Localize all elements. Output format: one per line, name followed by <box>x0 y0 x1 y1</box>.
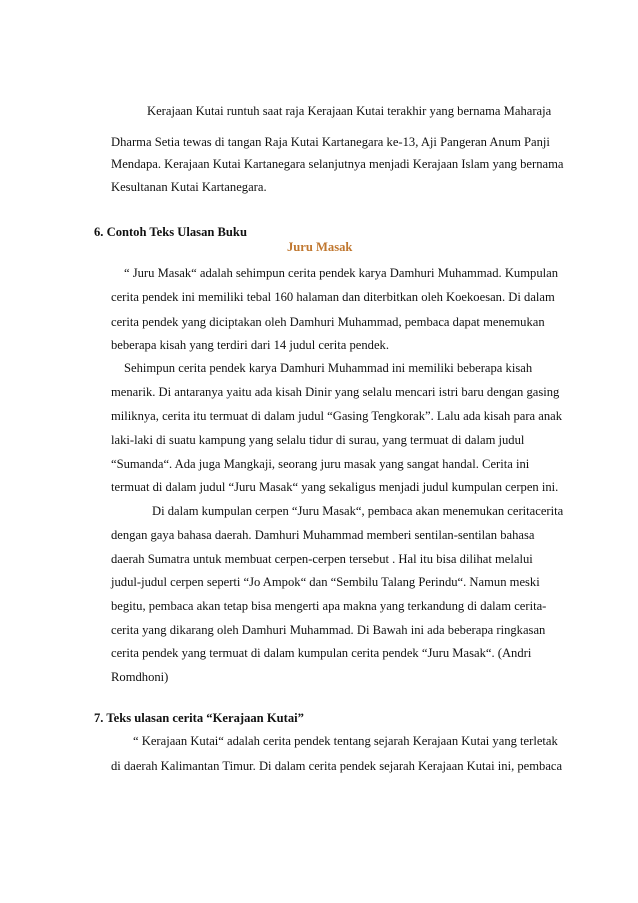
paragraph-line: “ Kerajaan Kutai“ adalah cerita pendek tentang sejarah Kerajaan Kutai yang terletak <box>133 734 558 748</box>
paragraph-line: cerita pendek yang termuat di dalam kumpulan cerita pendek “Juru Masak“. (Andri <box>111 646 532 660</box>
paragraph-line: Romdhoni) <box>111 670 169 684</box>
paragraph-line: judul-judul cerpen seperti “Jo Ampok“ dan “Sembilu Talang Perindu“. Namun meski <box>111 575 540 589</box>
paragraph-line: miliknya, cerita itu termuat di dalam judul “Gasing Tengkorak”. Lalu ada kisah para anak <box>111 409 563 423</box>
paragraph-line: Mendapa. Kerajaan Kutai Kartanegara selanjutnya menjadi Kerajaan Islam yang bernama <box>111 157 564 171</box>
paragraph-line: dengan gaya bahasa daerah. Damhuri Muhammad memberi sentilan-sentilan bahasa <box>111 528 535 542</box>
paragraph-line: Kerajaan Kutai runtuh saat raja Kerajaan Kutai terakhir yang bernama Maharaja <box>147 104 552 118</box>
paragraph-line: beberapa kisah yang terdiri dari 14 judul cerita pendek. <box>111 338 390 352</box>
paragraph-line: daerah Sumatra untuk membuat cerpen-cerpen tersebut . Hal itu bisa dilihat melalui <box>111 552 533 566</box>
paragraph-line: laki-laki di suatu kampung yang selalu tidur di surau, yang termuat di dalam judul <box>111 433 525 447</box>
paragraph-line: Di dalam kumpulan cerpen “Juru Masak“, pembaca akan menemukan ceritacerita <box>152 504 564 518</box>
section-heading: 7. Teks ulasan cerita “Kerajaan Kutai” <box>94 711 304 725</box>
paragraph-line: begitu, pembaca akan tetap bisa mengerti apa makna yang terkandung di dalam cerita- <box>111 599 547 613</box>
paragraph-line: cerita yang dikarang oleh Damhuri Muhammad. Di Bawah ini ada beberapa ringkasan <box>111 623 546 637</box>
section-subtitle: Juru Masak <box>287 240 353 254</box>
paragraph-line: Sehimpun cerita pendek karya Damhuri Muhammad ini memiliki beberapa kisah <box>124 361 533 375</box>
paragraph-line: “Sumanda“. Ada juga Mangkaji, seorang juru masak yang sangat handal. Cerita ini <box>111 457 530 471</box>
paragraph-line: Kesultanan Kutai Kartanegara. <box>111 180 267 194</box>
paragraph-line: di daerah Kalimantan Timur. Di dalam cerita pendek sejarah Kerajaan Kutai ini, pembaca <box>111 759 563 773</box>
section-heading: 6. Contoh Teks Ulasan Buku <box>94 225 247 239</box>
paragraph-line: “ Juru Masak“ adalah sehimpun cerita pendek karya Damhuri Muhammad. Kumpulan <box>124 266 558 280</box>
paragraph-line: termuat di dalam judul “Juru Masak“ yang sekaligus menjadi judul kumpulan cerpen ini. <box>111 480 559 494</box>
paragraph-line: cerita pendek ini memiliki tebal 160 halaman dan diterbitkan oleh Koekoesan. Di dalam <box>111 290 555 304</box>
paragraph-line: Dharma Setia tewas di tangan Raja Kutai Kartanegara ke-13, Aji Pangeran Anum Panji <box>111 135 550 149</box>
paragraph-line: menarik. Di antaranya yaitu ada kisah Dinir yang selalu mencari istri baru dengan gasing <box>111 385 560 399</box>
paragraph-line: cerita pendek yang diciptakan oleh Damhuri Muhammad, pembaca dapat menemukan <box>111 315 545 329</box>
